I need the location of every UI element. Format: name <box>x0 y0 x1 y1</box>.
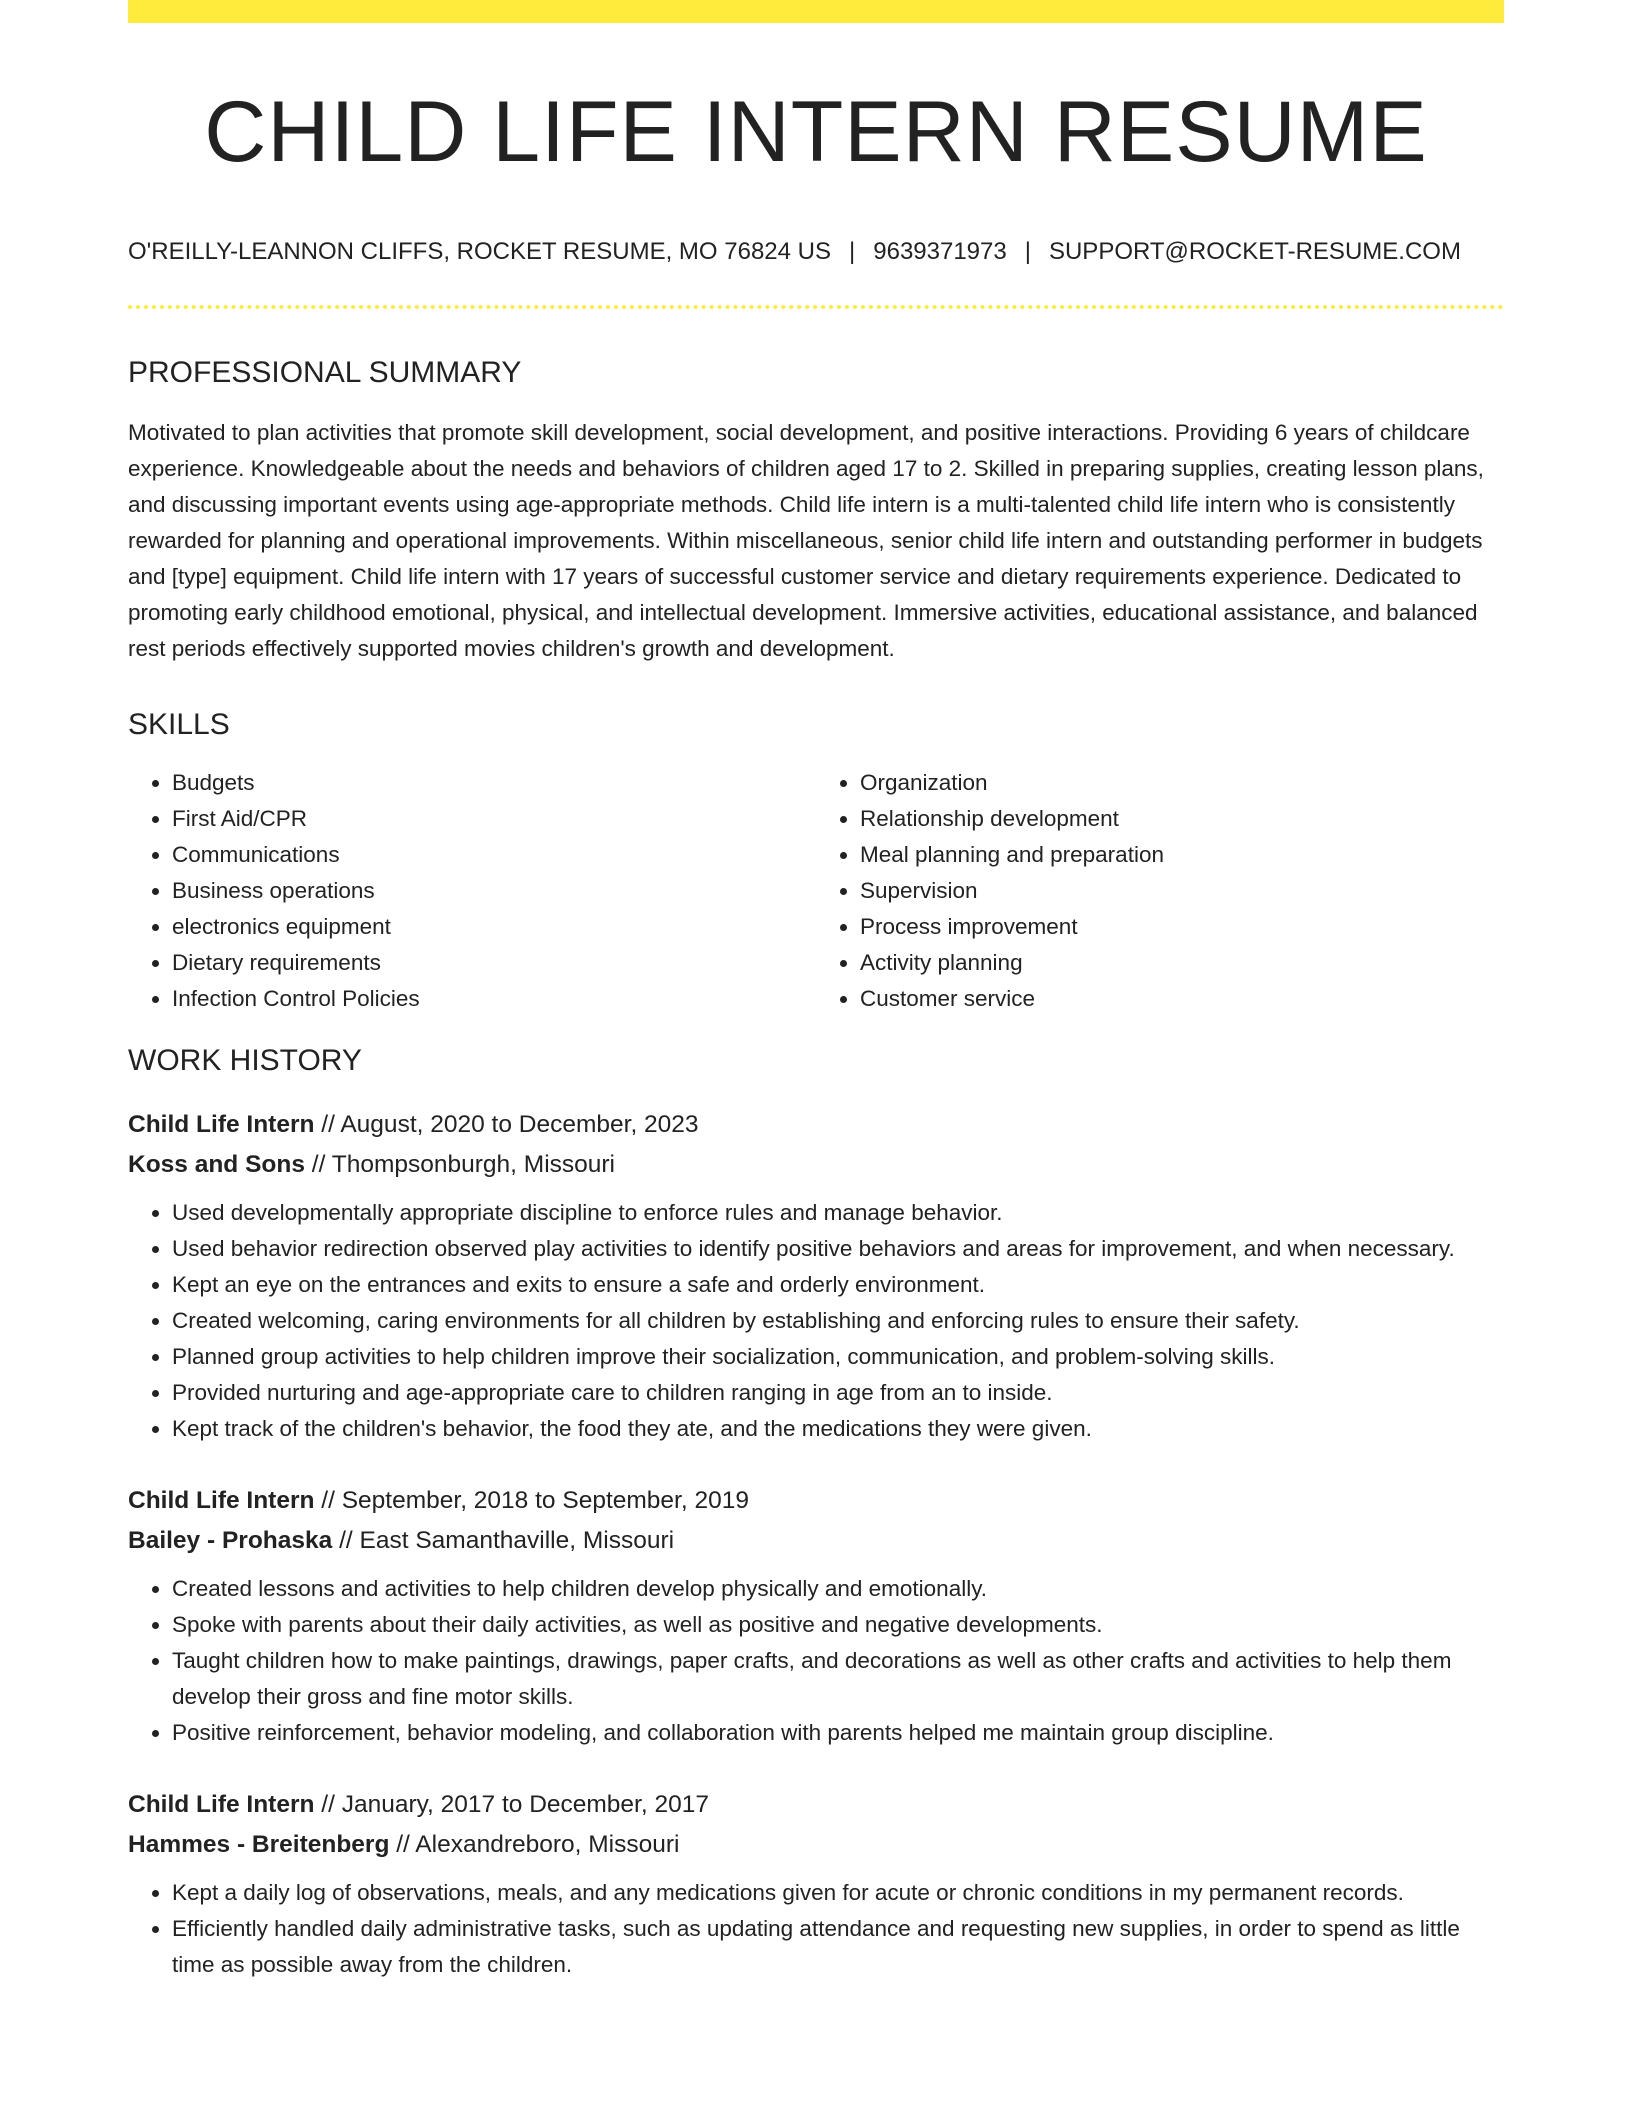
page-title: CHILD LIFE INTERN RESUME <box>204 84 1428 180</box>
job-bullets <box>128 1571 1504 1751</box>
job-bullet: • Used behavior redirection observed play activities to identify positive behaviors and areas for improvement, and when necessary. <box>172 1231 1504 1267</box>
job-company: Hammes - Breitenberg <box>128 1830 390 1858</box>
jobs-list <box>128 1105 1504 1983</box>
job-company-line <box>128 1145 1504 1185</box>
skills-list-right <box>816 765 1504 1017</box>
work-history-heading: WORK HISTORY <box>128 1043 362 1077</box>
job-company-line <box>128 1825 1504 1865</box>
job-bullet: • Provided nurturing and age-appropriate care to children ranging in age from an to inside. <box>172 1375 1504 1411</box>
job-bullet: • Created welcoming, caring environments for all children by establishing and enforcing rules to ensure their safety. <box>172 1303 1504 1339</box>
skill-item: • Supervision <box>860 873 1504 909</box>
job-entry <box>128 1481 1504 1751</box>
skill-item: • Organization <box>860 765 1504 801</box>
skill-item: • Meal planning and preparation <box>860 837 1504 873</box>
job-dates: // September, 2018 to September, 2019 <box>314 1486 749 1514</box>
skill-item: • Process improvement <box>860 909 1504 945</box>
contact-phone: 9639371973 <box>873 237 1007 265</box>
skills-section <box>128 707 1504 1017</box>
skill-item: • First Aid/CPR <box>172 801 816 837</box>
job-bullets <box>128 1875 1504 1983</box>
contact-email: SUPPORT@ROCKET-RESUME.COM <box>1048 237 1461 265</box>
contact-separator: | <box>1024 237 1031 265</box>
job-company: Bailey - Prohaska <box>128 1526 333 1554</box>
job-company-line <box>128 1521 1504 1561</box>
skill-item: • Customer service <box>860 981 1504 1017</box>
job-bullet: • Created lessons and activities to help children develop physically and emotionally. <box>172 1571 1504 1607</box>
job-bullet: • Used developmentally appropriate discipline to enforce rules and manage behavior. <box>172 1195 1504 1231</box>
job-title: Child Life Intern <box>128 1486 315 1514</box>
job-bullet: • Kept an eye on the entrances and exits to ensure a safe and orderly environment. <box>172 1267 1504 1303</box>
summary-text: Motivated to plan activities that promote skill development, social development, and positive interactions. Providing 6 years of childcare experience. Knowledgeable about the needs and behaviors of children aged 17 to 2. Skilled in preparing supplies, creating lesson plans, and discussing important events using age-appropriate methods. Child life intern is a multi-talented child life intern who is consistently rewarded for planning and operational improvements. Within miscellaneous, senior child life intern and outstanding performer in budgets and [type] equipment. Child life intern with 17 years of successful customer service and dietary requirements experience. Dedicated to promoting early childhood emotional, physical, and intellectual development. Immersive activities, educational assistance, and balanced rest periods effectively supported movies children's growth and development. <box>128 419 1484 661</box>
job-title: Child Life Intern <box>128 1110 315 1138</box>
skill-item: • Activity planning <box>860 945 1504 981</box>
job-title-line <box>128 1481 1504 1521</box>
job-bullet: • Spoke with parents about their daily activities, as well as positive and negative developments. <box>172 1607 1504 1643</box>
job-bullet: • Planned group activities to help children improve their socialization, communication, and problem-solving skills. <box>172 1339 1504 1375</box>
contact-line <box>128 238 1504 267</box>
job-title: Child Life Intern <box>128 1790 315 1818</box>
skill-item: • Communications <box>172 837 816 873</box>
job-dates: // August, 2020 to December, 2023 <box>314 1110 699 1138</box>
skills-columns <box>128 765 1504 1017</box>
skill-item: • Infection Control Policies <box>172 981 816 1017</box>
contact-address: O'REILLY-LEANNON CLIFFS, ROCKET RESUME, MO 76824 US <box>128 237 832 265</box>
skills-heading: SKILLS <box>128 707 230 741</box>
skill-item: • Budgets <box>172 765 816 801</box>
job-bullets <box>128 1195 1504 1447</box>
job-location: // East Samanthaville, Missouri <box>332 1526 675 1554</box>
summary-heading: PROFESSIONAL SUMMARY <box>128 355 522 389</box>
skill-item: • electronics equipment <box>172 909 816 945</box>
job-title-line <box>128 1105 1504 1145</box>
skill-item: • Business operations <box>172 873 816 909</box>
job-dates: // January, 2017 to December, 2017 <box>314 1790 709 1818</box>
job-location: // Thompsonburgh, Missouri <box>304 1150 616 1178</box>
work-history-section <box>128 1043 1504 1983</box>
resume-page <box>128 0 1504 1983</box>
contact-separator: | <box>849 237 856 265</box>
job-company: Koss and Sons <box>128 1150 305 1178</box>
dotted-divider <box>128 305 1504 309</box>
job-bullet: • Kept a daily log of observations, meals, and any medications given for acute or chronic conditions in my permanent records. <box>172 1875 1504 1911</box>
job-bullet: • Positive reinforcement, behavior modeling, and collaboration with parents helped me maintain group discipline. <box>172 1715 1504 1751</box>
job-bullet: • Taught children how to make paintings, drawings, paper crafts, and decorations as well as other crafts and activities to help them develop their gross and fine motor skills. <box>172 1643 1504 1715</box>
skills-list-left <box>128 765 816 1017</box>
job-bullet: • Kept track of the children's behavior, the food they ate, and the medications they were given. <box>172 1411 1504 1447</box>
job-title-line <box>128 1785 1504 1825</box>
accent-top-bar <box>128 0 1504 23</box>
summary-section <box>128 355 1504 667</box>
job-bullet: • Efficiently handled daily administrative tasks, such as updating attendance and requesting new supplies, in order to spend as little time as possible away from the children. <box>172 1911 1504 1983</box>
job-entry <box>128 1785 1504 1983</box>
job-location: // Alexandreboro, Missouri <box>389 1830 680 1858</box>
skill-item: • Dietary requirements <box>172 945 816 981</box>
skill-item: • Relationship development <box>860 801 1504 837</box>
job-entry <box>128 1105 1504 1447</box>
